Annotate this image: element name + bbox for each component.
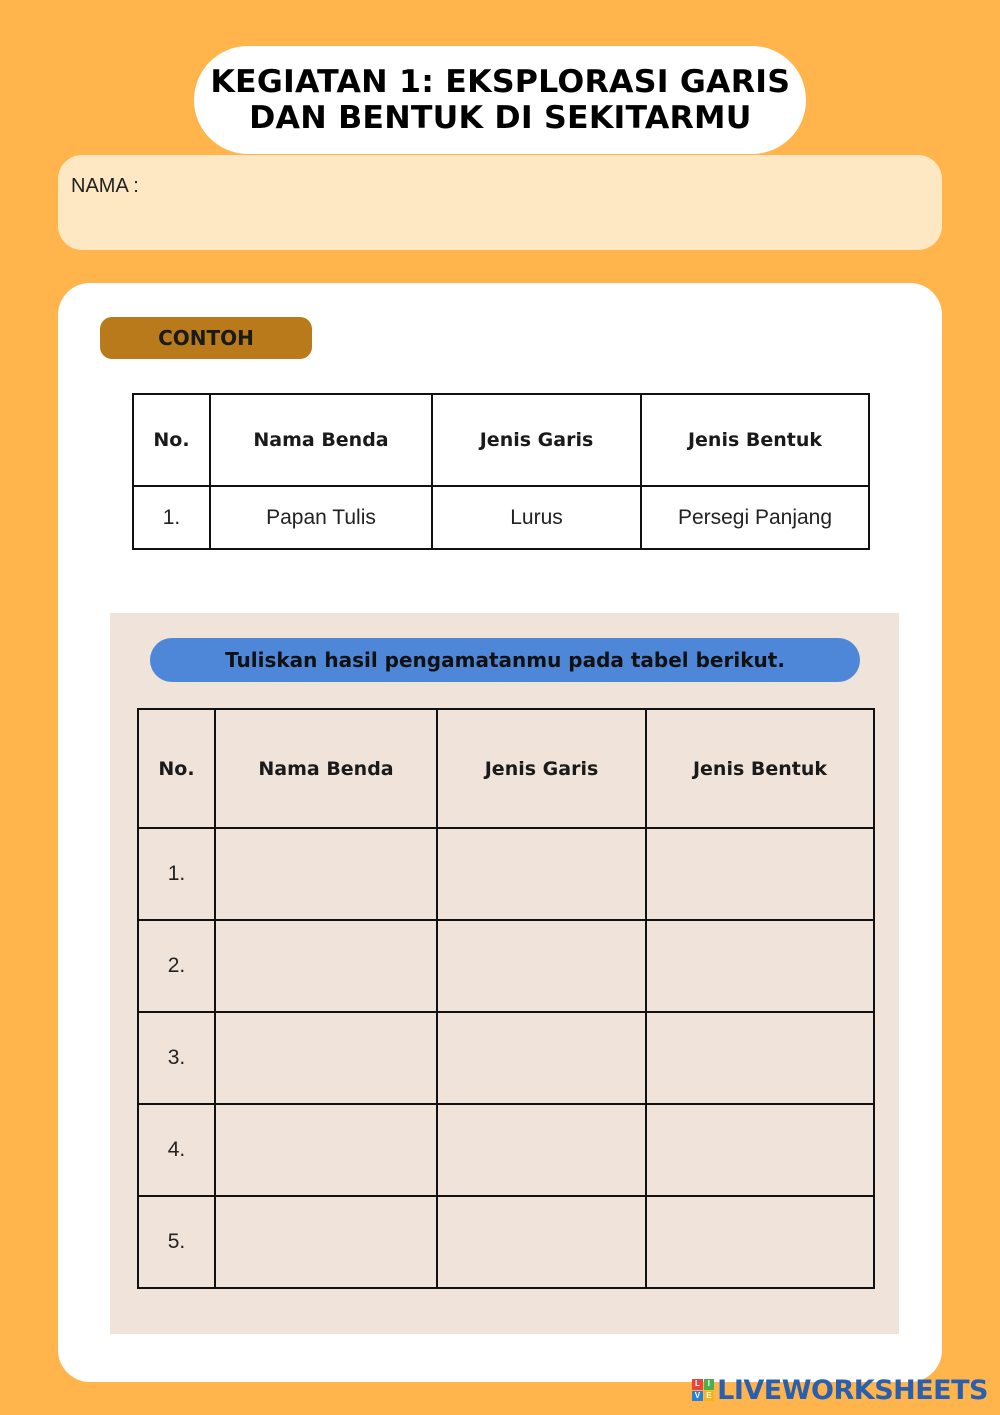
- nama-benda-input-3[interactable]: [215, 1012, 437, 1104]
- row-number: 4.: [138, 1104, 215, 1196]
- nama-benda-input-5[interactable]: [215, 1196, 437, 1288]
- title-line-2: DAN BENTUK DI SEKITARMU: [248, 100, 752, 136]
- practice-table: [137, 708, 875, 1289]
- example-cell-jenis-bentuk: Persegi Panjang: [641, 486, 869, 549]
- jenis-bentuk-input-4[interactable]: [646, 1104, 874, 1196]
- logo-letter: L: [692, 1379, 703, 1390]
- jenis-bentuk-input-3[interactable]: [646, 1012, 874, 1104]
- row-number: 1.: [138, 828, 215, 920]
- table-row: [138, 1104, 874, 1196]
- row-number: 3.: [138, 1012, 215, 1104]
- col-header-jenis-garis: Jenis Garis: [432, 394, 641, 486]
- example-header-row: [133, 394, 869, 486]
- jenis-bentuk-input-5[interactable]: [646, 1196, 874, 1288]
- table-row: [138, 920, 874, 1012]
- nama-benda-input-2[interactable]: [215, 920, 437, 1012]
- logo-letter: I: [704, 1379, 715, 1390]
- jenis-garis-input-2[interactable]: [437, 920, 646, 1012]
- title-line-1: KEGIATAN 1: EKSPLORASI GARIS: [210, 64, 790, 100]
- example-row: [133, 486, 869, 549]
- col-header-jenis-garis: Jenis Garis: [437, 709, 646, 828]
- name-field[interactable]: [58, 155, 942, 250]
- logo-letter: V: [692, 1391, 703, 1402]
- logo-letter: E: [704, 1391, 715, 1402]
- name-label: NAMA :: [71, 175, 139, 197]
- liveworksheets-logo-icon: [692, 1379, 714, 1401]
- example-table: [132, 393, 870, 550]
- jenis-bentuk-input-1[interactable]: [646, 828, 874, 920]
- table-row: [138, 1012, 874, 1104]
- jenis-garis-input-3[interactable]: [437, 1012, 646, 1104]
- table-row: [138, 1196, 874, 1288]
- nama-benda-input-1[interactable]: [215, 828, 437, 920]
- example-cell-jenis-garis: Lurus: [432, 486, 641, 549]
- page-title: [194, 46, 806, 154]
- col-header-no: No.: [133, 394, 210, 486]
- jenis-garis-input-1[interactable]: [437, 828, 646, 920]
- col-header-nama-benda: Nama Benda: [210, 394, 432, 486]
- row-number: 2.: [138, 920, 215, 1012]
- example-badge: CONTOH: [100, 317, 312, 359]
- watermark-text: LIVEWORKSHEETS: [717, 1374, 988, 1406]
- col-header-jenis-bentuk: Jenis Bentuk: [646, 709, 874, 828]
- liveworksheets-watermark: [692, 1375, 988, 1405]
- practice-header-row: [138, 709, 874, 828]
- instruction-banner: Tuliskan hasil pengamatanmu pada tabel berikut.: [150, 638, 860, 682]
- col-header-nama-benda: Nama Benda: [215, 709, 437, 828]
- example-cell-nama-benda: Papan Tulis: [210, 486, 432, 549]
- row-number: 5.: [138, 1196, 215, 1288]
- jenis-garis-input-4[interactable]: [437, 1104, 646, 1196]
- col-header-no: No.: [138, 709, 215, 828]
- jenis-garis-input-5[interactable]: [437, 1196, 646, 1288]
- jenis-bentuk-input-2[interactable]: [646, 920, 874, 1012]
- col-header-jenis-bentuk: Jenis Bentuk: [641, 394, 869, 486]
- example-cell-no: 1.: [133, 486, 210, 549]
- nama-benda-input-4[interactable]: [215, 1104, 437, 1196]
- table-row: [138, 828, 874, 920]
